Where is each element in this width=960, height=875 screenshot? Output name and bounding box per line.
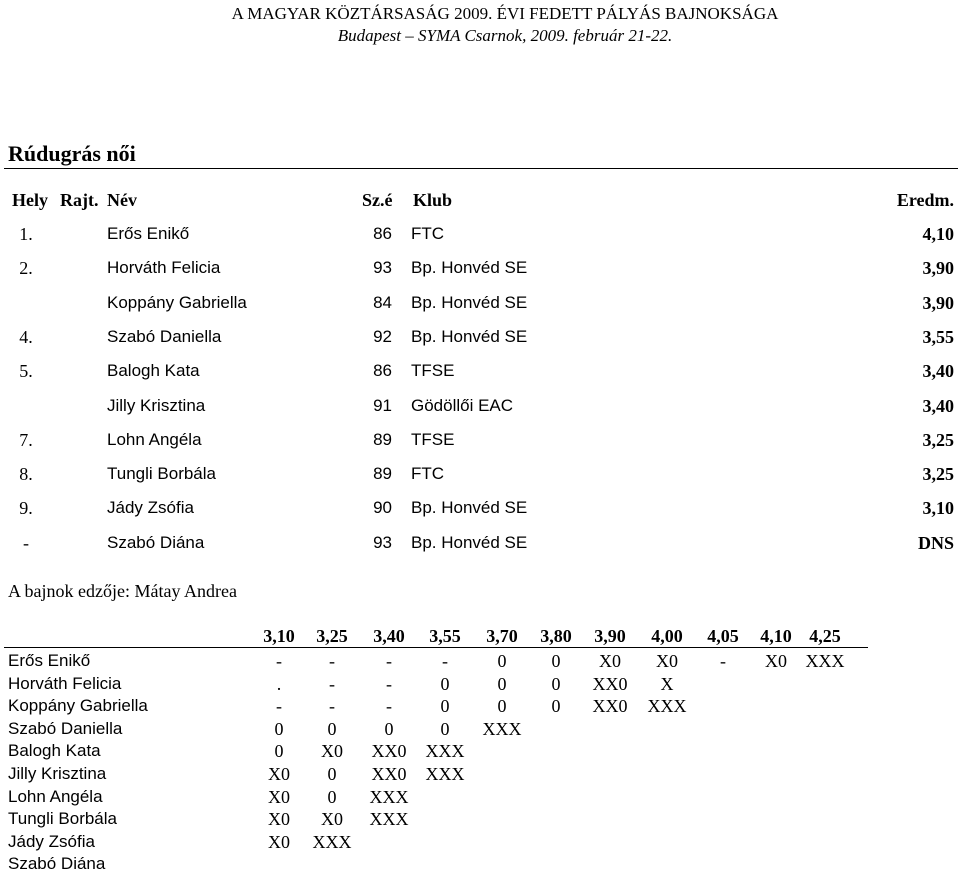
result-place — [8, 389, 44, 423]
col-header-yob: Sz.é — [362, 190, 393, 210]
height-header: 3,90 — [594, 626, 626, 646]
attempt-mark: - — [276, 696, 282, 717]
result-row — [0, 251, 960, 285]
attempt-mark: - — [276, 651, 282, 671]
attempt-mark: X0 — [268, 831, 290, 852]
attempt-mark: XX0 — [592, 696, 628, 717]
result-mark: 3,55 — [922, 326, 954, 347]
result-row — [0, 423, 960, 457]
result-row — [0, 457, 960, 491]
height-header: 4,05 — [707, 626, 739, 646]
attempt-athlete-name: Balogh Kata — [8, 741, 101, 761]
athlete-name: Tungli Borbála — [107, 464, 216, 484]
height-header: 3,40 — [373, 626, 405, 646]
attempt-mark: 0 — [274, 718, 284, 739]
attempt-mark: - — [386, 696, 392, 717]
attempt-athlete-name: Koppány Gabriella — [8, 696, 148, 716]
result-place: 2. — [19, 258, 33, 279]
attempt-mark: - — [386, 651, 392, 671]
attempt-mark: 0 — [327, 718, 337, 739]
attempt-mark: 0 — [274, 741, 284, 762]
height-header: 4,25 — [809, 626, 841, 646]
heights-header-row — [0, 625, 960, 647]
attempt-mark: XX0 — [371, 764, 407, 784]
attempt-athlete-name: Erős Enikő — [8, 651, 91, 670]
result-mark: 3,40 — [922, 395, 954, 416]
attempt-mark: X0 — [656, 651, 678, 671]
result-row — [0, 389, 960, 423]
attempt-mark: X0 — [765, 651, 787, 671]
attempt-mark: - — [442, 651, 448, 671]
attempt-mark: 0 — [384, 718, 394, 739]
attempt-mark: XXX — [425, 741, 465, 762]
attempt-mark: X0 — [268, 764, 290, 784]
height-header: 4,00 — [651, 626, 683, 646]
result-row — [0, 286, 960, 320]
club-name: Bp. Honvéd SE — [411, 258, 528, 278]
result-place: 1. — [19, 224, 33, 244]
attempt-mark: 0 — [440, 696, 450, 717]
attempt-athlete-name: Szabó Diána — [8, 854, 106, 874]
result-place — [8, 286, 44, 320]
title-divider — [4, 168, 958, 169]
club-name: FTC — [411, 464, 445, 484]
attempt-mark: - — [386, 673, 392, 694]
attempt-mark: 0 — [551, 696, 561, 717]
club-name: Bp. Honvéd SE — [411, 532, 528, 552]
attempt-athlete-name: Horváth Felicia — [8, 673, 122, 693]
result-row — [0, 354, 960, 388]
result-place: - — [23, 532, 29, 553]
result-mark: DNS — [917, 532, 954, 553]
attempt-mark: 0 — [497, 651, 507, 671]
athlete-name: Jády Zsófia — [107, 498, 194, 518]
attempt-mark: 0 — [551, 651, 561, 671]
attempt-mark: X — [660, 673, 674, 694]
col-header-club: Klub — [413, 190, 453, 210]
result-mark: 3,40 — [922, 361, 954, 382]
height-header: 3,70 — [486, 626, 518, 646]
attempt-row — [0, 695, 960, 717]
col-header-start: Rajt. — [60, 190, 99, 210]
attempt-mark: 0 — [327, 764, 337, 784]
attempt-mark: XXX — [805, 651, 845, 671]
attempt-mark: 0 — [551, 673, 561, 694]
club-name: FTC — [411, 224, 445, 243]
result-mark: 3,25 — [922, 464, 954, 485]
height-header: 4,10 — [760, 626, 792, 646]
attempt-row — [0, 808, 960, 830]
attempt-mark: - — [720, 651, 726, 671]
attempt-mark: X0 — [268, 809, 290, 830]
attempt-athlete-name: Jilly Krisztina — [8, 764, 107, 783]
championship-title: A MAGYAR KÖZTÁRSASÁG 2009. ÉVI FEDETT PÁLYÁS BAJNOKSÁGA — [231, 4, 779, 23]
attempt-mark: - — [329, 673, 335, 694]
height-header: 3,25 — [316, 626, 348, 646]
athlete-name: Horváth Felicia — [107, 258, 221, 278]
attempt-mark: XXX — [369, 786, 409, 807]
attempt-mark: XX0 — [371, 741, 407, 762]
athlete-name: Koppány Gabriella — [107, 292, 247, 312]
attempt-athlete-name: Tungli Borbála — [8, 809, 117, 829]
attempt-row — [0, 650, 960, 672]
results-header-row — [0, 183, 960, 217]
attempt-row — [0, 673, 960, 695]
result-row — [0, 320, 960, 354]
attempt-row — [0, 786, 960, 808]
result-place: 7. — [19, 429, 33, 450]
birth-year: 89 — [373, 429, 392, 449]
heights-divider — [4, 647, 868, 648]
birth-year: 90 — [373, 498, 392, 518]
attempt-mark: XXX — [369, 809, 409, 830]
attempt-mark: XXX — [482, 718, 522, 739]
attempt-mark: X0 — [268, 786, 290, 807]
birth-year: 86 — [373, 224, 392, 243]
venue-date: Budapest – SYMA Csarnok, 2009. február 21-22. — [337, 26, 673, 45]
result-mark: 4,10 — [922, 224, 954, 244]
attempt-mark: . — [276, 673, 282, 694]
athlete-name: Erős Enikő — [107, 224, 190, 243]
result-place: 8. — [19, 464, 33, 485]
col-header-result: Eredm. — [896, 190, 954, 210]
birth-year: 86 — [373, 361, 392, 381]
club-name: TFSE — [411, 429, 455, 449]
birth-year: 84 — [373, 292, 392, 312]
attempt-mark: X0 — [321, 741, 343, 762]
event-title: Rúdugrás női — [8, 141, 136, 166]
attempt-row — [0, 831, 960, 853]
result-mark: 3,10 — [922, 498, 954, 519]
attempt-mark: 0 — [497, 673, 507, 694]
attempt-mark: 0 — [327, 786, 337, 807]
attempt-row — [0, 740, 960, 762]
attempt-athlete-name: Jády Zsófia — [8, 831, 95, 851]
col-header-name: Név — [107, 190, 137, 210]
attempt-mark: 0 — [497, 696, 507, 717]
athlete-name: Jilly Krisztina — [107, 395, 206, 415]
result-row — [0, 526, 960, 560]
attempt-row — [0, 853, 960, 875]
birth-year: 89 — [373, 464, 392, 484]
height-header: 3,80 — [540, 626, 572, 646]
height-header: 3,10 — [263, 626, 295, 646]
attempt-mark: XXX — [647, 696, 687, 717]
athlete-name: Lohn Angéla — [107, 429, 202, 449]
club-name: Bp. Honvéd SE — [411, 326, 528, 346]
result-place: 5. — [19, 361, 33, 382]
col-header-place: Hely — [12, 190, 48, 210]
result-mark: 3,90 — [922, 258, 954, 279]
attempt-mark: 0 — [440, 673, 450, 694]
attempt-mark: 0 — [440, 718, 450, 739]
birth-year: 93 — [373, 532, 392, 552]
attempt-athlete-name: Lohn Angéla — [8, 786, 103, 806]
attempt-mark: XXX — [312, 831, 352, 852]
athlete-name: Szabó Diána — [107, 532, 205, 552]
attempt-mark: X0 — [599, 651, 621, 671]
height-header: 3,55 — [429, 626, 461, 646]
birth-year: 93 — [373, 258, 392, 278]
attempt-mark: - — [329, 651, 335, 671]
result-mark: 3,25 — [922, 429, 954, 450]
coach-line: A bajnok edzője: Mátay Andrea — [8, 581, 237, 601]
result-mark: 3,90 — [922, 292, 954, 313]
athlete-name: Balogh Kata — [107, 361, 200, 381]
club-name: TFSE — [411, 361, 455, 381]
result-row — [0, 217, 960, 251]
result-place: 4. — [19, 326, 33, 347]
attempt-mark: XX0 — [592, 673, 628, 694]
attempt-mark: X0 — [321, 809, 343, 830]
club-name: Bp. Honvéd SE — [411, 292, 528, 312]
attempt-row — [0, 718, 960, 740]
attempt-mark: XXX — [425, 764, 465, 784]
birth-year: 92 — [373, 326, 392, 346]
attempt-mark: - — [329, 696, 335, 717]
result-row — [0, 491, 960, 525]
club-name: Bp. Honvéd SE — [411, 498, 528, 518]
birth-year: 91 — [373, 395, 392, 415]
result-place: 9. — [19, 498, 33, 519]
club-name: Gödöllői EAC — [411, 395, 514, 415]
athlete-name: Szabó Daniella — [107, 326, 222, 346]
attempt-row — [0, 763, 960, 785]
attempt-athlete-name: Szabó Daniella — [8, 718, 123, 738]
